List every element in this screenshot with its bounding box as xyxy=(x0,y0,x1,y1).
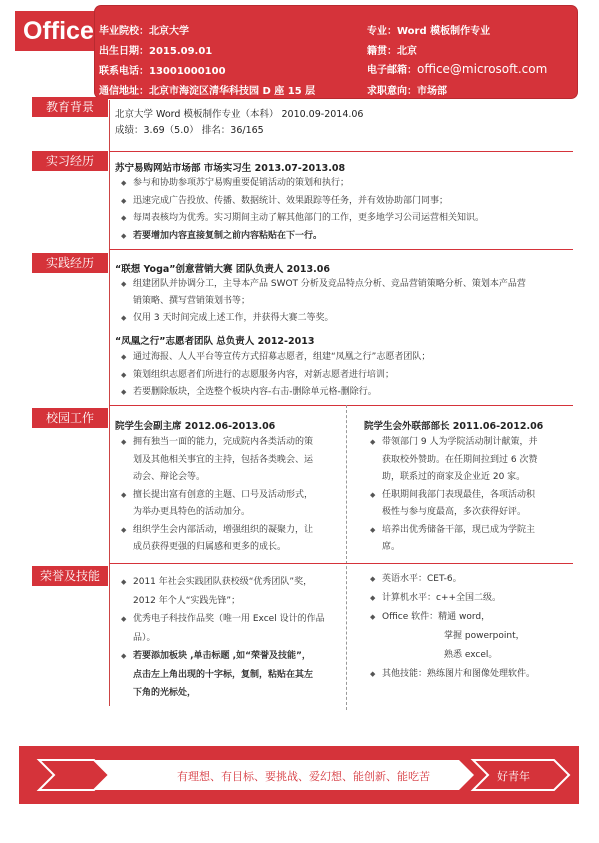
campus-left-title: 院学生会副主席 2012.06-2013.06 xyxy=(115,421,276,432)
bullet-icon: ◆ xyxy=(121,353,127,361)
bullet-icon: ◆ xyxy=(370,613,376,621)
list-item: 划及其他相关事宜的主持，包括各类晚会、运 xyxy=(133,454,314,465)
office-logo: Office xyxy=(15,11,110,51)
bullet-icon: ◆ xyxy=(370,525,376,534)
list-item: 若要增加内容直接复制之前内容粘贴在下一行。 xyxy=(133,230,323,241)
list-item: 每周表核均为优秀。实习期间主动了解其他部门的工作，更多地学习公司运营相关知识。 xyxy=(133,213,485,223)
list-item: 计算机水平：c++全国二级。 xyxy=(382,593,502,603)
list-item: 英语水平：CET-6。 xyxy=(382,574,462,584)
bullet-icon: ◆ xyxy=(370,490,376,499)
list-item: 若要删除版块，全选整个板块内容-右击-删除单元格-删除行。 xyxy=(133,387,377,397)
list-item: 带领部门 9 人为学院活动制计献策，并 xyxy=(382,437,538,447)
section-label-campus: 校园工作 xyxy=(32,408,108,428)
education-line-2: 成绩：3.69（5.0） 排名：36/165 xyxy=(115,125,264,136)
list-item: 2012 年个人“实践先锋”； xyxy=(133,595,241,606)
bullet-icon: ◆ xyxy=(121,615,127,623)
list-item: 2011 年社会实践团队获校级“优秀团队”奖， xyxy=(133,577,313,587)
section-label-practice: 实践经历 xyxy=(32,253,108,273)
list-item: Office 软件：精通 word， xyxy=(382,612,491,622)
bullet-icon: ◆ xyxy=(121,438,127,446)
bullet-icon: ◆ xyxy=(121,280,127,288)
bullet-icon: ◆ xyxy=(121,214,127,222)
section-label-education: 教育背景 xyxy=(32,97,108,117)
origin-row: 籍贯：北京 xyxy=(367,46,417,57)
list-item: 培养出优秀储备干部，现已成为学院主 xyxy=(382,524,536,535)
list-item: 若要添加板块 ,单击标题 ,如“荣誉及技能”， xyxy=(133,651,311,661)
bullet-icon: ◆ xyxy=(121,196,127,205)
list-item: 组织学生会内部活动，增强组织的凝聚力，让 xyxy=(133,524,314,535)
bullet-icon: ◆ xyxy=(121,231,127,240)
bullet-icon: ◆ xyxy=(121,388,127,396)
list-item: 品）。 xyxy=(133,632,156,643)
list-item: 极性与参与度最高，多次获得好评。 xyxy=(382,507,527,517)
bullet-icon: ◆ xyxy=(121,652,127,660)
bullet-icon: ◆ xyxy=(370,438,376,446)
bullet-icon: ◆ xyxy=(370,594,376,602)
bullet-icon: ◆ xyxy=(121,525,127,534)
bullet-icon: ◆ xyxy=(121,370,127,379)
list-item: 通过海报、人人平台等宣传方式招募志愿者，组建“凤凰之行”志愿者团队； xyxy=(133,352,431,362)
footer-slogan: 有理想、有目标、要挑战、爱幻想、能创新、能吃苦 xyxy=(177,770,430,783)
list-item: 优秀电子科技作品奖（唯一用 Excel 设计的作品 xyxy=(133,614,325,624)
left-vertical-rule xyxy=(109,100,110,706)
practice-title-1: “联想 Yoga”创意营销大赛 团队负责人 2013.06 xyxy=(115,264,330,275)
list-item: 获取校外赞助。在任期间拉到过 6 次赞 xyxy=(382,454,538,465)
column-divider xyxy=(346,405,347,710)
list-item: 掌握 powerpoint， xyxy=(444,631,525,641)
list-item: 仅用 3 天时间完成上述工作，并获得大赛二等奖。 xyxy=(133,313,334,323)
bullet-icon: ◆ xyxy=(121,179,127,187)
list-item: 拥有独当一面的能力，完成院内各类活动的策 xyxy=(133,437,314,447)
list-item: 销策略、撰写营销策划书等； xyxy=(133,296,251,306)
list-item: 动会、辩论会等。 xyxy=(133,472,206,482)
list-item: 迅速完成广告投放、传播、数据统计、效果跟踪等任务，并有效协助部门同事； xyxy=(133,195,449,206)
major-row: 专业：Word 模板制作专业 xyxy=(367,26,491,37)
list-item: 为举办更具特色的活动加分。 xyxy=(133,507,251,517)
bullet-icon: ◆ xyxy=(121,314,127,322)
section-label-internship: 实习经历 xyxy=(32,151,108,171)
bullet-icon: ◆ xyxy=(370,670,376,678)
section-rule-practice xyxy=(109,249,573,250)
phone-row: 联系电话：13001000100 xyxy=(99,66,226,77)
footer-right-text: 好青年 xyxy=(497,770,530,783)
intent-row: 求职意向：市场部 xyxy=(367,86,447,97)
section-rule-honors xyxy=(109,563,573,564)
list-item: 策划组织志愿者们所进行的志愿服务内容，对新志愿者进行培训； xyxy=(133,369,395,380)
bullet-icon: ◆ xyxy=(370,575,376,583)
list-item: 任职期间我部门表现最佳，各项活动积 xyxy=(382,489,536,500)
internship-title: 苏宁易购网站市场部 市场实习生 2013.07-2013.08 xyxy=(115,163,346,174)
bullet-icon: ◆ xyxy=(121,578,127,586)
list-item: 其他技能：熟练图片和图像处理软件。 xyxy=(382,669,536,679)
list-item: 席。 xyxy=(382,542,401,552)
list-item: 点击左上角出现的十字标，复制，粘贴在其左 xyxy=(133,669,314,680)
bullet-icon: ◆ xyxy=(121,490,127,499)
list-item: 参与和协助参项苏宁易购重要促销活动的策划和执行； xyxy=(133,178,350,188)
list-item: 成员获得更强的归属感和更多的成长。 xyxy=(133,542,287,552)
list-item: 助，联系过的商家及企业近 20 家。 xyxy=(382,472,526,482)
list-item: 熟悉 excel。 xyxy=(444,650,498,660)
list-item: 下角的光标处， xyxy=(133,688,197,698)
list-item: 组建团队并协调分工，主导本产品 SWOT 分析及竞品特点分析、竞品营销策略分析、策划本产品营 xyxy=(133,279,526,289)
section-label-honors: 荣誉及技能 xyxy=(32,566,108,586)
education-line-1: 北京大学 Word 模板制作专业（本科） 2010.09-2014.06 xyxy=(115,109,364,120)
practice-title-2: “凤凰之行”志愿者团队 总负责人 2012-2013 xyxy=(115,336,315,347)
campus-right-title: 院学生会外联部部长 2011.06-2012.06 xyxy=(364,421,544,432)
birth-row: 出生日期：2015.09.01 xyxy=(99,46,213,57)
section-rule-campus xyxy=(109,405,573,406)
personal-info-header xyxy=(95,6,577,98)
list-item: 擅长提出富有创意的主题、口号及活动形式， xyxy=(133,489,314,500)
address-row: 通信地址：北京市海淀区清华科技园 D 座 15 层 xyxy=(99,86,316,97)
email-row: 电子邮箱：office@microsoft.com xyxy=(367,62,548,76)
school-row: 毕业院校：北京大学 xyxy=(99,26,189,37)
section-rule-internship xyxy=(109,151,573,152)
